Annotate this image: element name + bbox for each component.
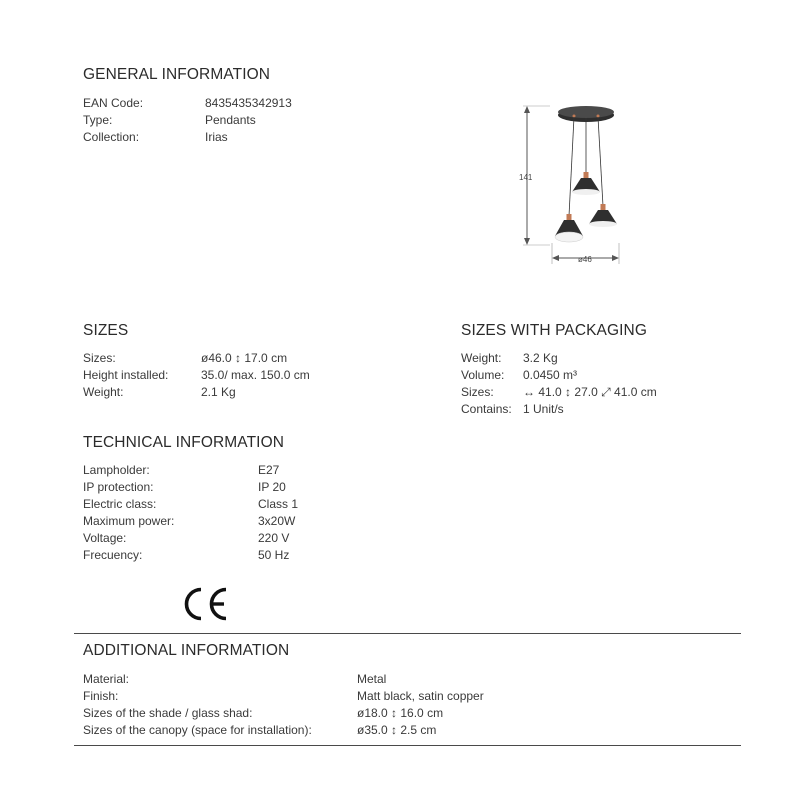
height-dimension-label: 141 [519,173,533,182]
shade-height-value: 16.0 cm [400,706,444,720]
width-dimension-label: ø46 [578,255,592,264]
packaging-sizes-label: Sizes: [461,385,494,399]
height-installed-value: 35.0/ max. 150.0 cm [201,368,310,382]
ip-protection-label: IP protection: [83,480,154,494]
additional-information-heading: ADDITIONAL INFORMATION [83,642,290,659]
packaging-contains-label: Contains: [461,402,512,416]
voltage-label: Voltage: [83,531,127,545]
material-value: Metal [357,672,387,686]
type-label: Type: [83,113,113,127]
maximum-power-value: 3x20W [258,514,296,528]
general-information-heading: GENERAL INFORMATION [83,66,271,83]
shade-size-label: Sizes of the shade / glass shad: [83,706,253,720]
canopy-size-value [357,722,436,739]
depth-arrow-icon: ⤢ [601,385,611,399]
canopy-height-value: 2.5 cm [400,723,437,737]
sizes-diameter-value: ø46.0 [201,351,232,365]
height-arrow-icon: ↕ [391,706,398,720]
ce-mark-icon [182,586,230,622]
frequency-label: Frecuency: [83,548,143,562]
sizes-height-value: 17.0 cm [244,351,288,365]
sizes-label: Sizes: [83,351,116,365]
frequency-value: 50 Hz [258,548,290,562]
ean-code-label: EAN Code: [83,96,144,110]
electric-class-label: Electric class: [83,497,157,511]
packaging-weight-label: Weight: [461,351,502,365]
collection-value: Irias [205,130,228,144]
canopy-size-label: Sizes of the canopy (space for installation): [83,723,312,737]
technical-information-heading: TECHNICAL INFORMATION [83,434,285,451]
canopy-diameter-value: ø35.0 [357,723,388,737]
maximum-power-label: Maximum power: [83,514,175,528]
ean-code-value: 8435435342913 [205,96,292,110]
pendant-shade-middle [572,172,600,195]
packaging-heading: SIZES WITH PACKAGING [461,322,648,339]
packaging-contains-value: 1 Unit/s [523,402,564,416]
pendant-technical-drawing [510,96,640,266]
finish-label: Finish: [83,689,119,703]
packaging-sizes-value [523,384,657,401]
pendant-shade-left [555,214,583,242]
material-label: Material: [83,672,130,686]
height-arrow-icon: ↕ [235,351,242,365]
additional-top-divider [74,633,741,634]
height-arrow-icon: ↕ [565,385,572,399]
height-installed-label: Height installed: [83,368,169,382]
sizes-heading: SIZES [83,322,129,339]
shade-diameter-value: ø18.0 [357,706,388,720]
additional-bottom-divider [74,745,741,746]
packaging-width-value: 41.0 [538,385,562,399]
packaging-height-value: 27.0 [574,385,598,399]
lampholder-value: E27 [258,463,280,477]
shade-size-value [357,705,443,722]
finish-value: Matt black, satin copper [357,689,484,703]
weight-label: Weight: [83,385,124,399]
packaging-depth-value: 41.0 cm [614,385,657,399]
electric-class-value: Class 1 [258,497,299,511]
collection-label: Collection: [83,130,140,144]
pendant-shade-right [589,204,617,227]
type-value: Pendants [205,113,256,127]
sizes-value [201,350,287,367]
weight-value: 2.1 Kg [201,385,236,399]
packaging-weight-value: 3.2 Kg [523,351,558,365]
packaging-volume-value: 0.0450 m³ [523,368,578,382]
voltage-value: 220 V [258,531,290,545]
ip-protection-value: IP 20 [258,480,286,494]
packaging-volume-label: Volume: [461,368,505,382]
width-arrow-icon: ↔ [523,385,535,399]
lampholder-label: Lampholder: [83,463,150,477]
height-arrow-icon: ↕ [391,723,398,737]
